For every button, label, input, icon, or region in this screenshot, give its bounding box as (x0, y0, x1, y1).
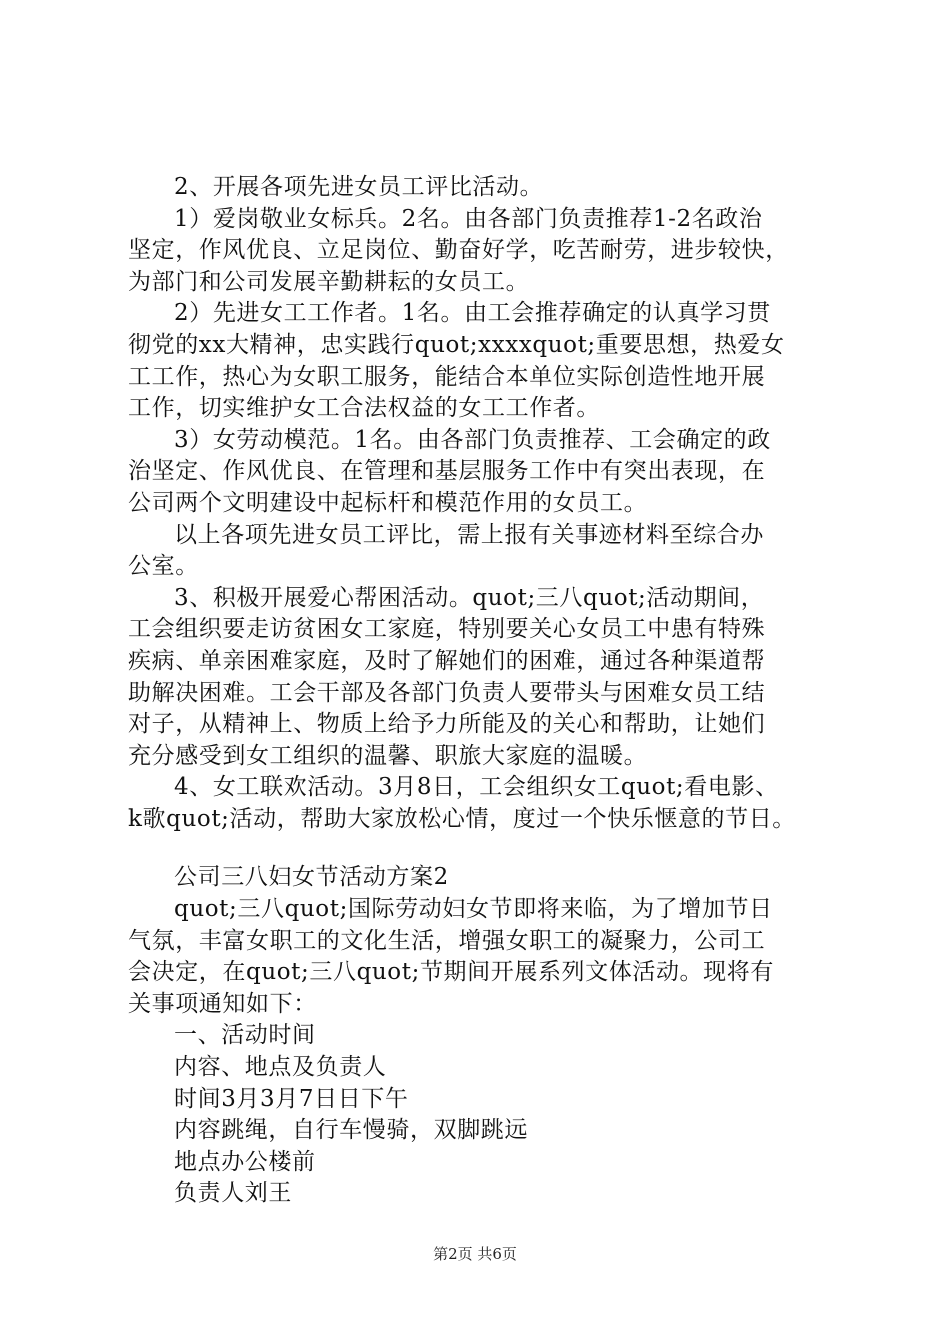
text-line: 内容跳绳，自行车慢骑，双脚跳远 (174, 1117, 528, 1144)
page-footer: 第2页 共6页 (433, 1245, 517, 1263)
text-line: 为部门和公司发展辛勤耕耘的女员工。 (128, 268, 530, 295)
text-line: 彻党的xx大精神，忠实践行quot;xxxxquot;重要思想，热爱女 (128, 331, 785, 358)
text-line: 2、开展各项先进女员工评比活动。 (174, 174, 544, 200)
text-line: 公司三八妇女节活动方案2 (174, 864, 449, 891)
text-line: 坚定，作风优良、立足岗位、勤奋好学，吃苦耐劳，进步较快， (128, 237, 789, 264)
text-line: 4、女工联欢活动。3月8日，工会组织女工quot;看电影、 (174, 774, 779, 801)
section-activity-plan-2 (128, 862, 842, 1210)
text-line: 疾病、单亲困难家庭，及时了解她们的困难，通过各种渠道帮 (128, 647, 766, 674)
text-line: 地点办公楼前 (174, 1148, 316, 1175)
text-line: 时间3月3月7日日下午 (174, 1085, 409, 1112)
text-line: 助解决困难。工会干部及各部门负责人要带头与困难女员工结 (128, 679, 766, 706)
text-line: 以上各项先进女员工评比，需上报有关事迹材料至综合办 (174, 521, 764, 548)
text-line: 关事项通知如下： (128, 990, 317, 1017)
text-line: 3）女劳动模范。1名。由各部门负责推荐、工会确定的政 (174, 426, 771, 453)
text-line: 1）爱岗敬业女标兵。2名。由各部门负责推荐1-2名政治 (174, 205, 763, 232)
text-line: k歌quot;活动，帮助大家放松心情，度过一个快乐惬意的节日。 (128, 805, 796, 832)
text-line: 公司两个文明建设中起标杆和模范作用的女员工。 (128, 489, 648, 516)
text-line: 一、活动时间 (174, 1022, 316, 1049)
text-line: 会决定，在quot;三八quot;节期间开展系列文体活动。现将有 (128, 959, 774, 986)
text-line: 负责人刘王 (174, 1180, 292, 1207)
text-line: 2）先进女工工作者。1名。由工会推荐确定的认真学习贯 (174, 300, 771, 327)
text-line: 对子，从精神上、物质上给予力所能及的关心和帮助，让她们 (128, 711, 766, 738)
text-line: 气氛，丰富女职工的文化生活，增强女职工的凝聚力，公司工 (128, 927, 766, 954)
text-line: quot;三八quot;国际劳动妇女节即将来临，为了增加节日 (174, 896, 773, 923)
text-line: 工作，切实维护女工合法权益的女工工作者。 (128, 395, 600, 422)
document-body (128, 172, 842, 1210)
text-line: 公室。 (128, 553, 199, 580)
text-line: 充分感受到女工组织的温馨、职旅大家庭的温暖。 (128, 742, 648, 769)
section-gap (128, 835, 842, 862)
text-line: 工工作，热心为女职工服务，能结合本单位实际创造性地开展 (128, 363, 766, 390)
text-line: 内容、地点及负责人 (174, 1054, 387, 1081)
text-line: 治坚定、作风优良、在管理和基层服务工作中有突出表现，在 (128, 458, 766, 485)
text-line: 工会组织要走访贫困女工家庭，特别要关心女员工中患有特殊 (128, 616, 766, 643)
text-line: 3、积极开展爱心帮困活动。quot;三八quot;活动期间， (174, 584, 765, 611)
section-advanced-worker-selection (128, 172, 842, 835)
